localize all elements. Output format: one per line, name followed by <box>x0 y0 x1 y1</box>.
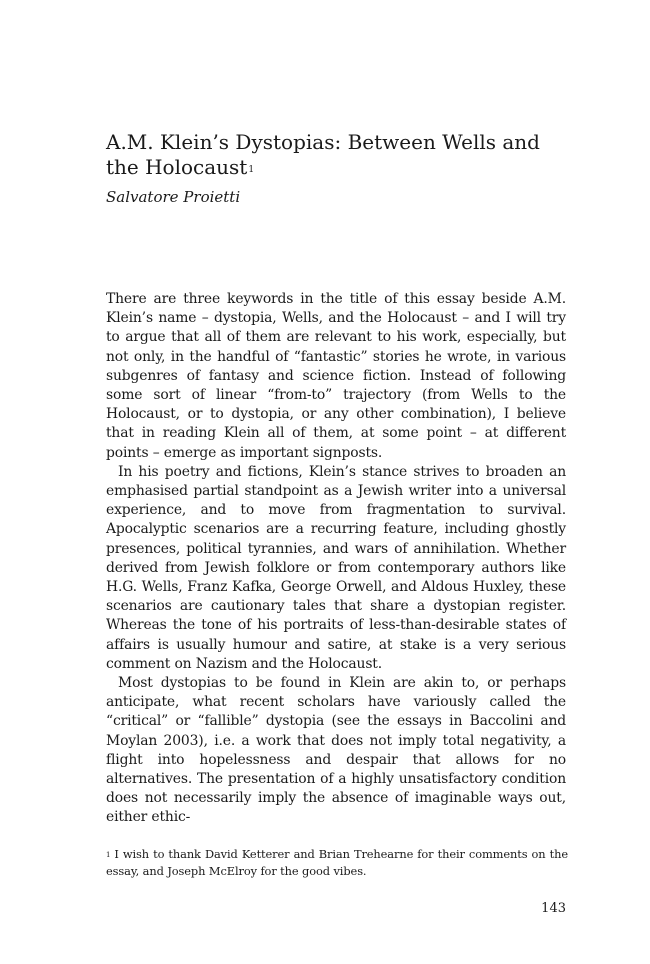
article-title <box>106 130 566 180</box>
article-title-text: A.M. Klein’s Dystopias: Between Wells and the Holocaust <box>106 130 540 179</box>
footnote-marker: 1 <box>106 851 111 859</box>
footnote-reference: 1 <box>248 165 255 175</box>
body-paragraph: There are three keywords in the title of this essay beside A.M. Klein’s name – dystopia, Wells, and the Holocaust – and I will try to argue that all of them are relevant to his work, especially, but not only, in the handful of “fantastic” stories he wrote, in various subgenres of fantasy and science fiction. Instead of following some sort of linear “from-to” trajectory (from Wells to the Holocaust, or to dystopia, or any other combination), I believe that in reading Klein all of them, at some point – at different points – emerge as important signposts. <box>106 291 566 461</box>
footnote-text: I wish to thank David Ketterer and Brian Trehearne for their comments on the essay, and Joseph McElroy for the good vibes. <box>106 847 568 878</box>
footnote <box>106 846 568 879</box>
page-number: 143 <box>541 901 566 916</box>
body-paragraph: In his poetry and fictions, Klein’s stance strives to broaden an emphasised partial standpoint as a Jewish writer into a universal experience, and to move from fragmentation to survival. Apocalyptic scenarios are a recurring feature, including ghostly presences, political tyrannies, and wars of annihilation. Whether derived from Jewish folklore or from contemporary authors like H.G. Wells, Franz Kafka, George Orwell, and Aldous Huxley, these scenarios are cautionary tales that share a dystopian register. Whereas the tone of his portraits of less-than-desirable states of affairs is usually humour and satire, at stake is a very serious comment on Nazism and the Holocaust. <box>106 463 566 672</box>
article-body <box>106 290 566 828</box>
body-paragraph: Most dystopias to be found in Klein are akin to, or perhaps anticipate, what recent scholars have variously called the “critical” or “fallible” dystopia (see the essays in Baccolini and Moylan 2003), i.e. a work that does not imply total negativity, a flight into hopelessness and despair that allows for no alternatives. The presentation of a highly unsatisfactory condition does not necessarily imply the absence of imaginable ways out, either ethic- <box>106 675 566 826</box>
author-name: Salvatore Proietti <box>106 188 241 206</box>
